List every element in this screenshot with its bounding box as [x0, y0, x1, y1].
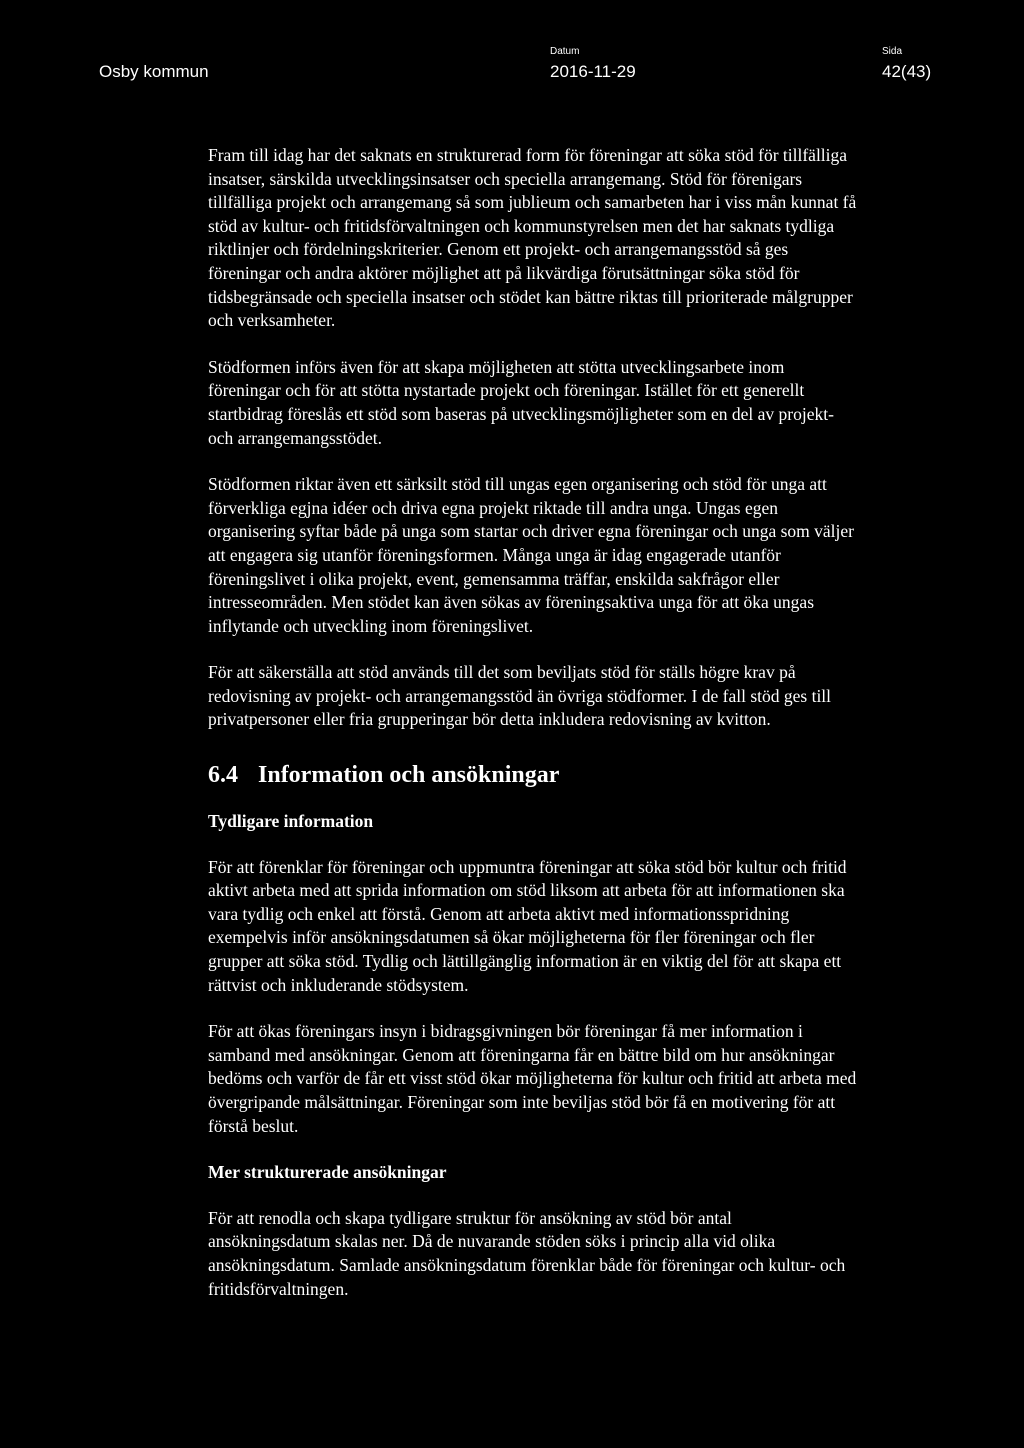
document-body [208, 144, 858, 1324]
paragraph: Stödformen införs även för att skapa möjligheten att stötta utvecklingsarbete inom föreningar och för att stötta nystartade projekt och föreningar. Istället för ett generellt startbidrag föreslås ett stöd som baseras på utvecklingsmöjligheter som en del av projekt- och arrangemangsstödet. [208, 356, 834, 448]
header-date: 2016-11-29 [550, 62, 636, 81]
paragraph: Stödformen riktar även ett särksilt stöd till ungas egen organisering och stöd för unga att förverkliga egjna idéer och driva egna projekt riktade till andra unga. Ungas egen organisering syftar både på unga som startar och driver egna föreningar och unga som väljer att engagera sig utanför föreningsformen. Många unga är idag engagerade utanför föreningslivet i olika projekt, event, gemensamma träffar, enskilda sakfrågor eller intresseområden. Men stödet kan även sökas av föreningsaktiva unga för att öka ungas inflytande och utveckling inom föreningslivet. [208, 474, 854, 636]
paragraph: För att renodla och skapa tydligare struktur för ansökning av stöd bör antal ansökningsdatum skalas ner. Då de nuvarande stöden söks i princip alla vid olika ansökningsdatum. Samlade ansökningsdatum förenklar både för föreningar och kultur- och fritidsförvaltningen. [208, 1207, 846, 1299]
paragraph: För att säkerställa att stöd används till det som beviljats stöd för ställs högre krav på redovisning av projekt- och arrangemangsstöd än övriga stödformer. I de fall stöd ges till privatpersoner eller fria grupperingar bör detta inkludera redovisning av kvitton. [208, 662, 832, 730]
section-number: 6.4 [208, 762, 238, 789]
header-company: Osby kommun [99, 62, 209, 81]
header-page-label: Sida [882, 46, 903, 57]
paragraph: För att förenklar för föreningar och uppmuntra föreningar att söka stöd bör kultur och fritid aktivt arbeta med att sprida information om stöd liksom att arbeta för att informationen ska vara tydlig och enkel att förstå. Genom att arbeta aktivt med informationsspridning exempelvis inför ansökningsdatumen så ökar möjligheterna för fler föreningar och fler grupper att söka stöd. Tydlig och lättillgänglig information är en viktig del för att skapa ett rättvist och inkluderande stödsystem. [208, 856, 847, 995]
subsection-heading: Mer strukturerade ansökningar [208, 1162, 447, 1183]
paragraph: Fram till idag har det saknats en strukturerad form för föreningar att söka stöd för tillfälliga insatser, särskilda utvecklingsinsatser och speciella arrangemang. Stöd för förenigars tillfälliga projekt och arrangemang så som jublieum och samarbeten har i viss mån kunnat få stöd av kultur- och fritidsförvaltningen och kommunstyrelsen men det har saknats tydliga riktlinjer och fördelningskriterier. Genom ett projekt- och arrangemangsstöd så ges föreningar och andra aktörer möjlighet att på likvärdiga förutsättningar söka stöd för tidsbegränsade och speciella insatser och stödet kan bättre riktas till prioriterade målgrupper och verksamheter. [208, 145, 857, 331]
header-page-number: 42(43) [882, 62, 932, 81]
section-heading [208, 760, 858, 790]
paragraph: För att ökas föreningars insyn i bidragsgivningen bör föreningar få mer information i samband med ansökningar. Genom att föreningarna får en bättre bild om hur ansökningar bedöms och varför de får ett visst stöd ökar möjligheterna för kultur och fritid att arbeta med övergripande målsättningar. Föreningar som inte beviljas stöd bör få en motivering för att förstå beslut. [208, 1021, 857, 1136]
header-date-label: Datum [550, 46, 580, 57]
subsection-heading: Tydligare information [208, 811, 374, 832]
section-title: Information och ansökningar [258, 762, 560, 789]
